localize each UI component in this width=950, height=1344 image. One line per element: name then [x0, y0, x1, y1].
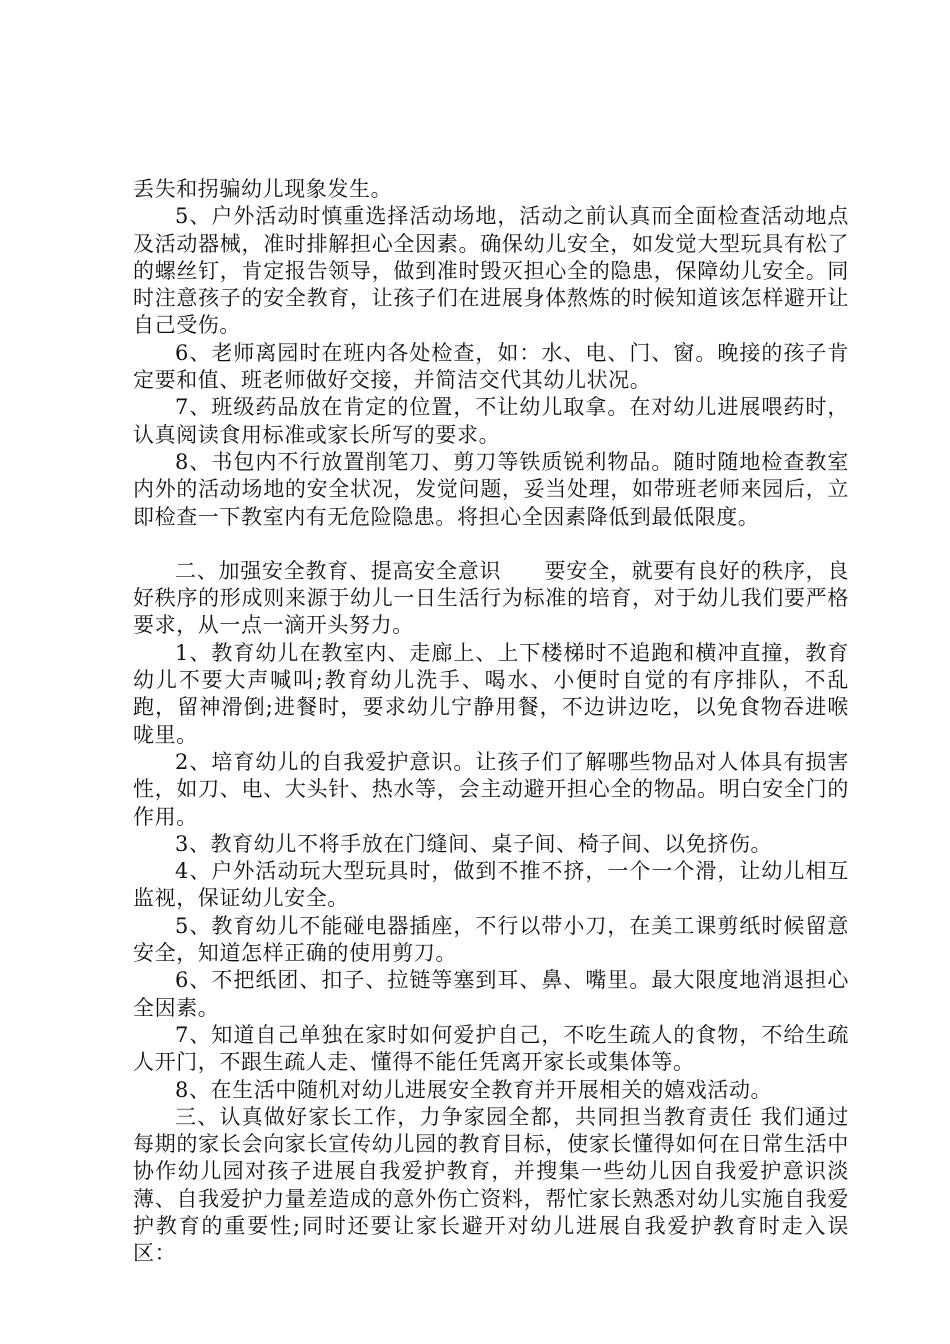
paragraph-item-5-electrical: 5、教育幼儿不能碰电器插座，不行以带小刀，在美工课剪纸时候留意安全，知道怎样正确的使用剪刀。 [133, 913, 849, 966]
paragraph-item-6-teacher-leaving: 6、老师离园时在班内各处检查，如：水、电、门、窗。晚接的孩子肯定要和值、班老师做好交接，并简洁交代其幼儿状况。 [133, 340, 849, 393]
paragraph-continuation: 丢失和拐骗幼儿现象发生。 [133, 177, 393, 201]
paragraph-item-1-classroom-behavior: 1、教育幼儿在教室内、走廊上、上下楼梯时不追跑和横冲直撞，教育幼儿不要大声喊叫;教育幼儿洗手、喝水、小便时自觉的有序排队，不乱跑，留神滑倒;进餐时，要求幼儿宁静用餐，不边讲边吃，以免食物吞进喉咙里。 [133, 640, 849, 747]
paragraph-item-8-schoolbag: 8、书包内不行放置削笔刀、剪刀等铁质锐利物品。随时随地检查教室内外的活动场地的安全状况，发觉问题，妥当处理，如带班老师来园后，立即检查一下教室内有无危险隐患。将担心全因素降低到最低限度。 [133, 449, 849, 529]
paragraph-item-2-self-protection: 2、培育幼儿的自我爱护意识。让孩子们了解哪些物品对人体具有损害性，如刀、电、大头针、热水等，会主动避开担心全的物品。明白安全门的作用。 [133, 749, 849, 829]
section-3-parent-work: 三、认真做好家长工作，力争家园全都，共同担当教育责任 我们通过每期的家长会向家长宣传幼儿园的教育目标，使家长懂得如何在日常生活中协作幼儿园对孩子进展自我爱护教育，并搜集一些幼儿因自我爱护意识淡薄、自我爱护力量差造成的意外伤亡资料，帮忙家长熟悉对幼儿实施自我爱护教育的重要性;同时还要让家长避开对幼儿进展自我爱护教育时走入误区： [133, 1104, 849, 1266]
section-2-safety-education: 二、加强安全教育、提高安全意识 要安全，就要有良好的秩序，良好秩序的形成则来源于幼儿一日生活行为标准的培育，对于幼儿我们要严格要求，从一点一滴开头努力。 [133, 558, 849, 638]
paragraph-item-3-door-gaps: 3、教育幼儿不将手放在门缝间、桌子间、椅子间、以免挤伤。 [175, 831, 773, 856]
paragraph-item-7-medicine: 7、班级药品放在肯定的位置，不让幼儿取拿。在对幼儿进展喂药时，认真阅读食用标准或家长所写的要求。 [133, 395, 849, 447]
paragraph-item-6-small-objects: 6、不把纸团、扣子、拉链等塞到耳、鼻、嘴里。最大限度地消退担心全因素。 [133, 968, 849, 1020]
paragraph-item-5-outdoor-activity: 5、户外活动时慎重选择活动场地，活动之前认真而全面检查活动地点及活动器械，准时排解担心全因素。确保幼儿安全，如发觉大型玩具有松了的螺丝钉，肯定报告领导，做到准时毁灭担心全的隐患，保障幼儿安全。同时注意孩子的安全教育，让孩子们在进展身体熬炼的时候知道该怎样避开让自己受伤。 [133, 204, 849, 338]
paragraph-item-7-home-alone: 7、知道自己单独在家时如何爱护自己，不吃生疏人的食物，不给生疏人开门，不跟生疏人走、懂得不能任凭离开家长或集体等。 [133, 1022, 849, 1075]
paragraph-item-4-playground: 4、户外活动玩大型玩具时，做到不推不挤，一个一个滑，让幼儿相互监视，保证幼儿安全。 [133, 859, 849, 911]
paragraph-item-8-games: 8、在生活中随机对幼儿进展安全教育并开展相关的嬉戏活动。 [175, 1077, 773, 1102]
document-body [133, 176, 849, 1268]
